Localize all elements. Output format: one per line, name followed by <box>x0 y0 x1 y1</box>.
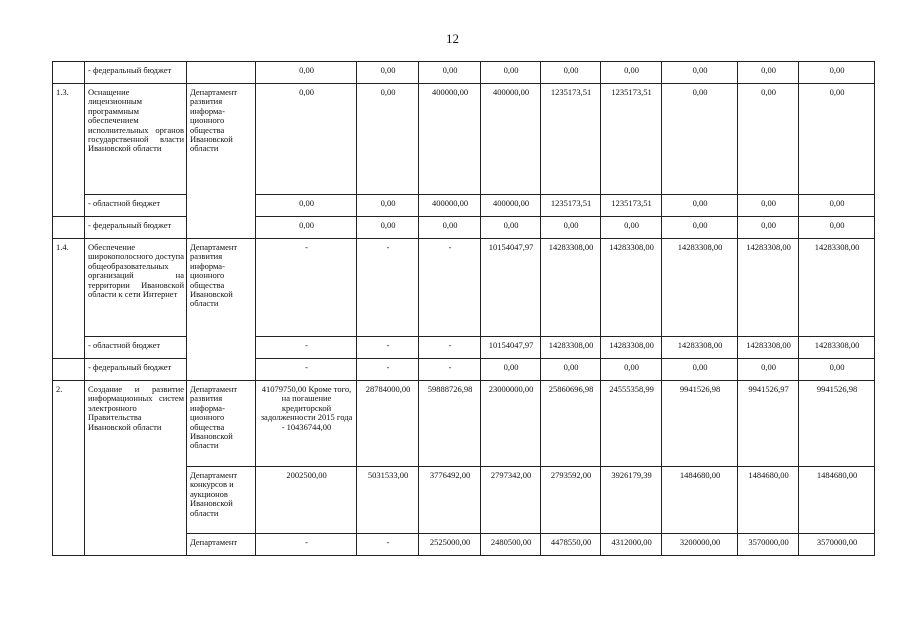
value-cell: 23000000,00 <box>481 381 541 467</box>
value-cell: - <box>357 239 419 337</box>
executor-cell <box>187 62 256 84</box>
table-row <box>53 381 875 467</box>
value-cell: 2480500,00 <box>481 534 541 556</box>
value-cell: 2002500,00 <box>256 467 357 534</box>
table-row <box>53 239 875 337</box>
table-row <box>53 84 875 195</box>
value-cell: 9941526,98 <box>799 381 875 467</box>
value-cell: 1484680,00 <box>799 467 875 534</box>
value-cell: 3570000,00 <box>799 534 875 556</box>
value-cell: 0,00 <box>799 359 875 381</box>
value-cell: - <box>256 359 357 381</box>
value-cell: 0,00 <box>738 217 799 239</box>
value-cell: 14283308,00 <box>541 239 601 337</box>
value-cell: 1484680,00 <box>738 467 799 534</box>
budget-source-cell: - областной бюджет <box>85 337 187 359</box>
value-cell: 0,00 <box>419 217 481 239</box>
value-cell: 0,00 <box>662 195 738 217</box>
executor-cell: Департамент <box>187 534 256 556</box>
index-cell: 1.3. <box>53 84 85 217</box>
value-cell: 0,00 <box>357 84 419 195</box>
value-cell: 9941526,97 <box>738 381 799 467</box>
value-cell: 3776492,00 <box>419 467 481 534</box>
value-cell: 1235173,51 <box>601 84 662 195</box>
value-cell: 3200000,00 <box>662 534 738 556</box>
value-cell: 0,00 <box>738 84 799 195</box>
value-cell: 0,00 <box>256 62 357 84</box>
value-cell: 0,00 <box>799 62 875 84</box>
index-cell: 2. <box>53 381 85 556</box>
value-cell: - <box>357 534 419 556</box>
value-cell: 28784000,00 <box>357 381 419 467</box>
value-cell: 3926179,39 <box>601 467 662 534</box>
value-cell: 14283308,00 <box>662 337 738 359</box>
index-cell: 1.4. <box>53 239 85 359</box>
value-cell: 5031533,00 <box>357 467 419 534</box>
value-cell: 59888726,98 <box>419 381 481 467</box>
value-cell: 14283308,00 <box>738 239 799 337</box>
value-cell: 0,00 <box>256 217 357 239</box>
value-cell: 24555358,99 <box>601 381 662 467</box>
value-cell: 2525000,00 <box>419 534 481 556</box>
value-cell: 400000,00 <box>481 84 541 195</box>
value-cell: 0,00 <box>256 195 357 217</box>
value-cell: 0,00 <box>541 217 601 239</box>
budget-source-cell: - федеральный бюджет <box>85 62 187 84</box>
activity-name-cell: Оснащение лицензионным программным обеспечением исполнительных органов государственной власти Ивановской области <box>85 84 187 195</box>
value-cell: 14283308,00 <box>662 239 738 337</box>
value-cell: 0,00 <box>601 217 662 239</box>
value-cell: 0,00 <box>601 62 662 84</box>
activity-name-cell: Создание и развитие информационных систем электронного Правительства Ивановской области <box>85 381 187 556</box>
value-cell: 0,00 <box>738 62 799 84</box>
value-cell: 9941526,98 <box>662 381 738 467</box>
budget-table <box>52 61 875 556</box>
value-cell: 0,00 <box>799 217 875 239</box>
value-cell: 2797342,00 <box>481 467 541 534</box>
value-cell: 10154047,97 <box>481 337 541 359</box>
value-cell: - <box>256 337 357 359</box>
value-cell: 0,00 <box>481 62 541 84</box>
executor-cell: Департамент развития информа-ционного общества Ивановской области <box>187 239 256 381</box>
value-cell: 1235173,51 <box>541 84 601 195</box>
budget-source-cell: - федеральный бюджет <box>85 359 187 381</box>
value-cell: 14283308,00 <box>601 239 662 337</box>
value-cell: 0,00 <box>541 62 601 84</box>
value-cell: 0,00 <box>357 62 419 84</box>
value-cell: 4312000,00 <box>601 534 662 556</box>
value-cell: - <box>419 359 481 381</box>
executor-cell: Департамент конкурсов и аукционов Ивановской области <box>187 467 256 534</box>
value-cell: 14283308,00 <box>601 337 662 359</box>
budget-source-cell: - областной бюджет <box>85 195 187 217</box>
value-cell: 0,00 <box>662 84 738 195</box>
table-row <box>53 337 875 359</box>
page-number: 12 <box>446 31 459 46</box>
table-row <box>53 359 875 381</box>
value-cell: 0,00 <box>662 359 738 381</box>
value-cell: - <box>357 359 419 381</box>
value-cell: 14283308,00 <box>799 239 875 337</box>
value-cell: 0,00 <box>541 359 601 381</box>
value-cell: 25860696,98 <box>541 381 601 467</box>
value-cell: 0,00 <box>799 84 875 195</box>
value-cell: 0,00 <box>481 217 541 239</box>
value-cell: 3570000,00 <box>738 534 799 556</box>
executor-cell: Департамент развития информа-ционного общества Ивановской области <box>187 381 256 467</box>
value-cell: 0,00 <box>357 217 419 239</box>
value-cell: 0,00 <box>738 359 799 381</box>
value-cell: 1235173,51 <box>541 195 601 217</box>
value-cell: 0,00 <box>256 84 357 195</box>
value-cell: - <box>256 239 357 337</box>
value-cell: 0,00 <box>357 195 419 217</box>
value-cell: 14283308,00 <box>541 337 601 359</box>
value-cell: 1484680,00 <box>662 467 738 534</box>
value-cell: - <box>419 337 481 359</box>
index-cell <box>53 62 85 84</box>
value-cell: - <box>419 239 481 337</box>
table-row <box>53 62 875 84</box>
value-cell: 4478550,00 <box>541 534 601 556</box>
value-cell: 0,00 <box>662 62 738 84</box>
value-cell: 2793592,00 <box>541 467 601 534</box>
activity-name-cell: Обеспечение широкополосного доступа общеобразовательных организаций на территории Ивановской области к сети Интернет <box>85 239 187 337</box>
value-cell: 0,00 <box>481 359 541 381</box>
budget-source-cell: - федеральный бюджет <box>85 217 187 239</box>
value-cell: 0,00 <box>662 217 738 239</box>
value-cell: 14283308,00 <box>799 337 875 359</box>
table-row <box>53 217 875 239</box>
value-cell: 0,00 <box>738 195 799 217</box>
value-cell: 0,00 <box>799 195 875 217</box>
table-row <box>53 195 875 217</box>
value-cell: - <box>357 337 419 359</box>
value-note-cell: 41079750,00 Кроме того, на погашение кредиторской задолженности 2015 года - 10436744,00 <box>256 381 357 467</box>
value-cell: - <box>256 534 357 556</box>
value-cell: 0,00 <box>601 359 662 381</box>
executor-cell: Департамент развития информа-ционного общества Ивановской области <box>187 84 256 239</box>
index-cell <box>53 359 85 381</box>
value-cell: 400000,00 <box>419 84 481 195</box>
value-cell: 14283308,00 <box>738 337 799 359</box>
index-cell <box>53 217 85 239</box>
value-cell: 1235173,51 <box>601 195 662 217</box>
value-cell: 400000,00 <box>419 195 481 217</box>
value-cell: 10154047,97 <box>481 239 541 337</box>
value-cell: 0,00 <box>419 62 481 84</box>
value-cell: 400000,00 <box>481 195 541 217</box>
